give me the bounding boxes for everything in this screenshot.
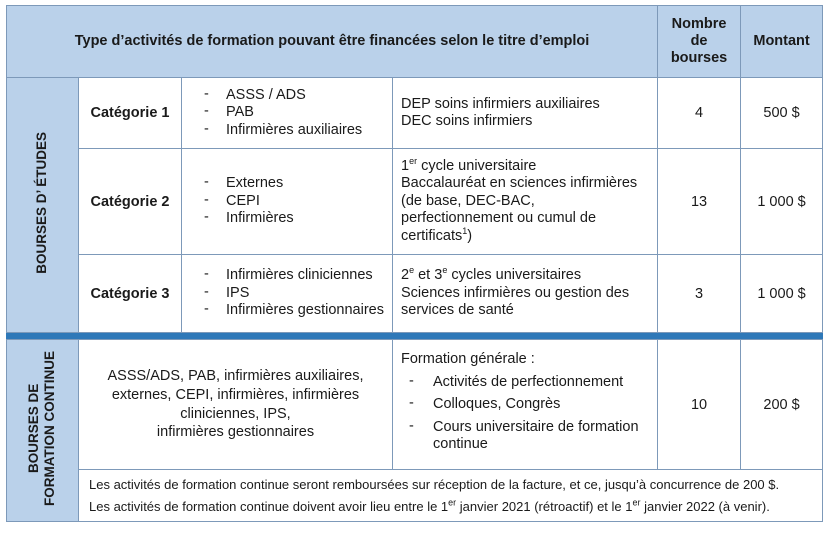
header-nombre-line1: Nombre [671, 15, 727, 32]
list-item: - Infirmières gestionnaires [204, 302, 392, 319]
list-item: - Cours universitaire de formation continue [401, 419, 657, 454]
table-row-categorie-1 [7, 78, 823, 149]
program-line: DEP soins infirmiers auxiliaires [401, 95, 600, 112]
list-item: - PAB [204, 104, 392, 121]
side-label-bourses-etudes [7, 78, 79, 333]
titles-list [182, 87, 392, 139]
fc-titles-cell [79, 340, 393, 470]
program-line: Baccalauréat en sciences infirmières [401, 175, 638, 192]
programs-cell [393, 255, 658, 333]
table-row-notes [7, 470, 823, 522]
list-item: - Infirmières cliniciennes [204, 267, 392, 284]
note-line: Les activités de formation continue doivent avoir lieu entre le 1er janvier 2021 (rétroactif) et le 1er janvier 2022 (à venir). [89, 497, 770, 514]
amount-cell: 200 $ [741, 340, 823, 470]
category-label: Catégorie 2 [79, 149, 182, 255]
fc-titles-line: cliniciennes, IPS, [180, 405, 291, 422]
fc-program-heading: Formation générale : [401, 350, 535, 367]
titles-cell [182, 255, 393, 333]
side-label-formation-continue [7, 340, 79, 522]
titles-list [182, 267, 392, 319]
fc-titles-line: ASSS/ADS, PAB, infirmières auxiliaires, [107, 368, 364, 385]
program-line: services de santé [401, 302, 514, 319]
amount-cell: 1 000 $ [741, 149, 823, 255]
program-line: (de base, DEC-BAC, [401, 192, 535, 209]
fc-titles-line: externes, CEPI, infirmières, infirmières [111, 386, 360, 403]
category-label: Catégorie 3 [79, 255, 182, 333]
amount-cell: 1 000 $ [741, 255, 823, 333]
list-item: - Colloques, Congrès [401, 396, 657, 413]
fc-program-list [401, 374, 657, 454]
category-label: Catégorie 1 [79, 78, 182, 149]
program-line: 2e et 3e cycles universitaires [401, 265, 582, 284]
titles-cell [182, 149, 393, 255]
side-label-formation-continue-text [26, 351, 58, 506]
side-label-bourses-etudes-text: BOURSES D’ ÉTUDES [34, 132, 50, 274]
program-line: DEC soins infirmiers [401, 113, 533, 129]
fc-titles-line: infirmières gestionnaires [156, 424, 315, 441]
programs-cell [393, 149, 658, 255]
program-line: certificats$^1$) [401, 225, 473, 244]
section-separator [7, 333, 823, 340]
program-line: 1er cycle universitaire [401, 156, 537, 175]
count-cell: 13 [658, 149, 741, 255]
side-label-line1: BOURSES DE [26, 383, 42, 474]
list-item: - ASSS / ADS [204, 87, 392, 104]
side-label-line2: FORMATION CONTINUE [42, 351, 58, 506]
footnote-ref: 1 [462, 225, 468, 236]
header-row [7, 6, 823, 78]
program-line: perfectionnement ou cumul de [401, 210, 597, 227]
header-nombre-line3: bourses [670, 50, 728, 67]
count-cell: 10 [658, 340, 741, 470]
funding-table [6, 5, 823, 522]
list-item: - Activités de perfectionnement [401, 374, 657, 391]
header-montant: Montant [741, 6, 823, 78]
count-cell: 4 [658, 78, 741, 149]
programs-cell [393, 78, 658, 149]
list-item: - Infirmières [204, 210, 392, 227]
notes-cell [79, 470, 823, 522]
table-row-categorie-2 [7, 149, 823, 255]
table-row-formation-continue [7, 340, 823, 470]
note-line: Les activités de formation continue seront remboursées sur réception de la facture, et ce, jusqu’à concurrence de 200 $. [89, 477, 780, 493]
amount-cell: 500 $ [741, 78, 823, 149]
titles-cell [182, 78, 393, 149]
list-item: - Externes [204, 175, 392, 192]
list-item: - Infirmières auxiliaires [204, 122, 392, 139]
fc-programs-cell [393, 340, 658, 470]
list-item: - IPS [204, 285, 392, 302]
program-line: Sciences infirmières ou gestion des [401, 284, 630, 301]
header-nombre-line2: de [690, 32, 708, 49]
count-cell: 3 [658, 255, 741, 333]
list-item: - CEPI [204, 193, 392, 210]
table-row-categorie-3 [7, 255, 823, 333]
separator-band [7, 333, 823, 340]
titles-list [182, 175, 392, 227]
header-nombre-bourses [658, 6, 741, 78]
header-title: Type d’activités de formation pouvant être financées selon le titre d’emploi [7, 6, 658, 78]
